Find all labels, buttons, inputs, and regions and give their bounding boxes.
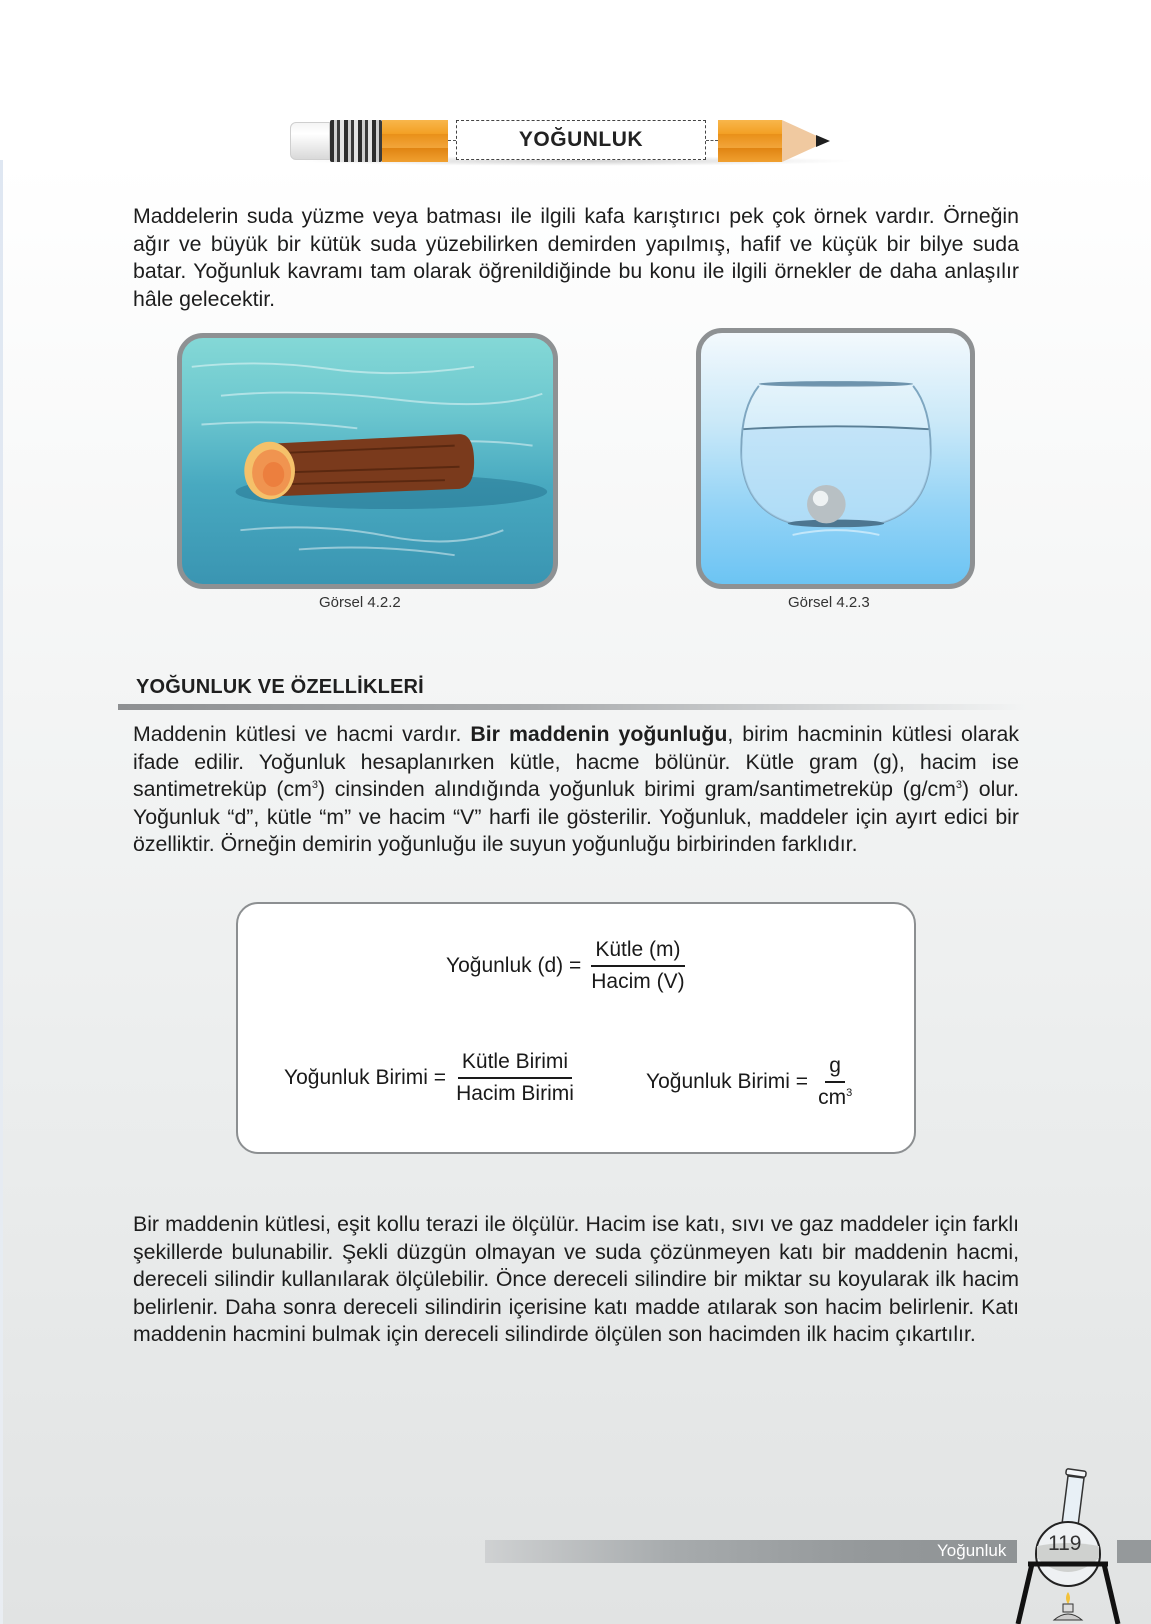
page-edge [0,160,3,1624]
figure-ball-in-bowl [696,328,975,589]
formula-lhs: Yoğunluk Birimi = [646,1070,809,1093]
bold-term: Bir maddenin yoğunluğu [470,722,728,746]
density-formula [446,938,689,994]
figure-caption: Görsel 4.2.3 [788,594,870,611]
chapter-header [288,116,868,166]
fraction [587,938,688,994]
connector-line [448,140,456,141]
unit-words-formula [284,1050,578,1106]
pencil-right-icon [718,120,782,162]
text-run: Maddenin kütlesi ve hacmi vardır. [133,722,471,746]
connector-line [706,140,718,141]
fraction [814,1054,856,1110]
numerator: Kütle Birimi [458,1050,572,1079]
numerator: g [825,1054,845,1083]
chapter-title-box [456,120,706,160]
formula-box [236,902,916,1154]
superscript: 3 [846,1087,853,1099]
formula-lhs: Yoğunluk Birimi = [284,1066,447,1089]
footer-chapter-label: Yoğunluk [937,1541,1007,1560]
superscript: 3 [955,779,963,791]
text-run: ) olur. Yoğunluk “d”, kütle “m” ve hacim “V” harfi ile gösterilir. Yoğunluk, maddeler için ayırt edici bir özelliktir. Örneğin demirin yoğunluğu ile suyun yoğunluğu birbirinden farklıdır. [133,777,1020,856]
pencil-left-icon [382,120,448,162]
pencil-eraser-icon [290,122,330,160]
fraction [452,1050,578,1106]
pencil-ferrule-icon [330,120,382,162]
text-run: , birim hacminin kütlesi olarak ifade edilir. Yoğunluk hesaplanırken kütle, hacme bölünür. Kütle gram (g), hacim ise santimetreküp (cm [133,722,1019,801]
page-number: 119 [1048,1532,1082,1555]
denominator [814,1083,856,1110]
section-paragraph [133,721,1019,859]
chapter-title: YOĞUNLUK [518,128,644,151]
denominator: Hacim Birimi [456,1082,574,1105]
log-floating-icon [182,338,553,584]
closing-paragraph: Bir maddenin kütlesi, eşit kollu terazi ile ölçülür. Hacim ise katı, sıvı ve gaz maddeler için farklı şekillerde bulunabilir. Şekli düzgün olmayan ve suda çözünmeyen katı bir maddenin hacmi, dereceli silindir kullanılarak ölçülebilir. Önce dereceli silindire bir miktar su koyularak ilk hacim belirlenir. Daha sonra dereceli silindirin içerisine katı madde atılarak son hacim belirlenir. Katı maddenin hacmini bulmak için dereceli silindirde ölçülen son hacimden ilk hacim çıkartılır. [133,1212,1019,1346]
pencil-lead-icon [816,135,830,147]
intro-paragraph: Maddelerin suda yüzme veya batması ile ilgili kafa karıştırıcı pek çok örnek vardır. Örneğin ağır ve büyük bir kütük suda yüzebilirken demirden yapılmış, hafif ve küçük bir bilye suda batar. Yoğunluk kavramı tam olarak öğrenildiğinde bu konu ile ilgili örnekler de daha anlaşılır hâle gelecektir. [133,204,1019,311]
denominator-base: cm [818,1086,847,1109]
formula-lhs: Yoğunluk (d) = [446,954,582,977]
section-divider [118,704,1028,710]
denominator: Hacim (V) [591,970,685,993]
superscript: 3 [311,779,319,791]
text-run: ) cinsinden alındığında yoğunluk birimi gram/santimetreküp (g/cm [318,777,956,801]
numerator: Kütle (m) [591,938,684,967]
unit-symbols-formula [646,1054,856,1110]
glass-bowl-icon [701,333,970,584]
figure-log-on-water [177,333,558,589]
figure-caption: Görsel 4.2.2 [319,594,401,611]
section-title: YOĞUNLUK VE ÖZELLİKLERİ [136,676,424,698]
